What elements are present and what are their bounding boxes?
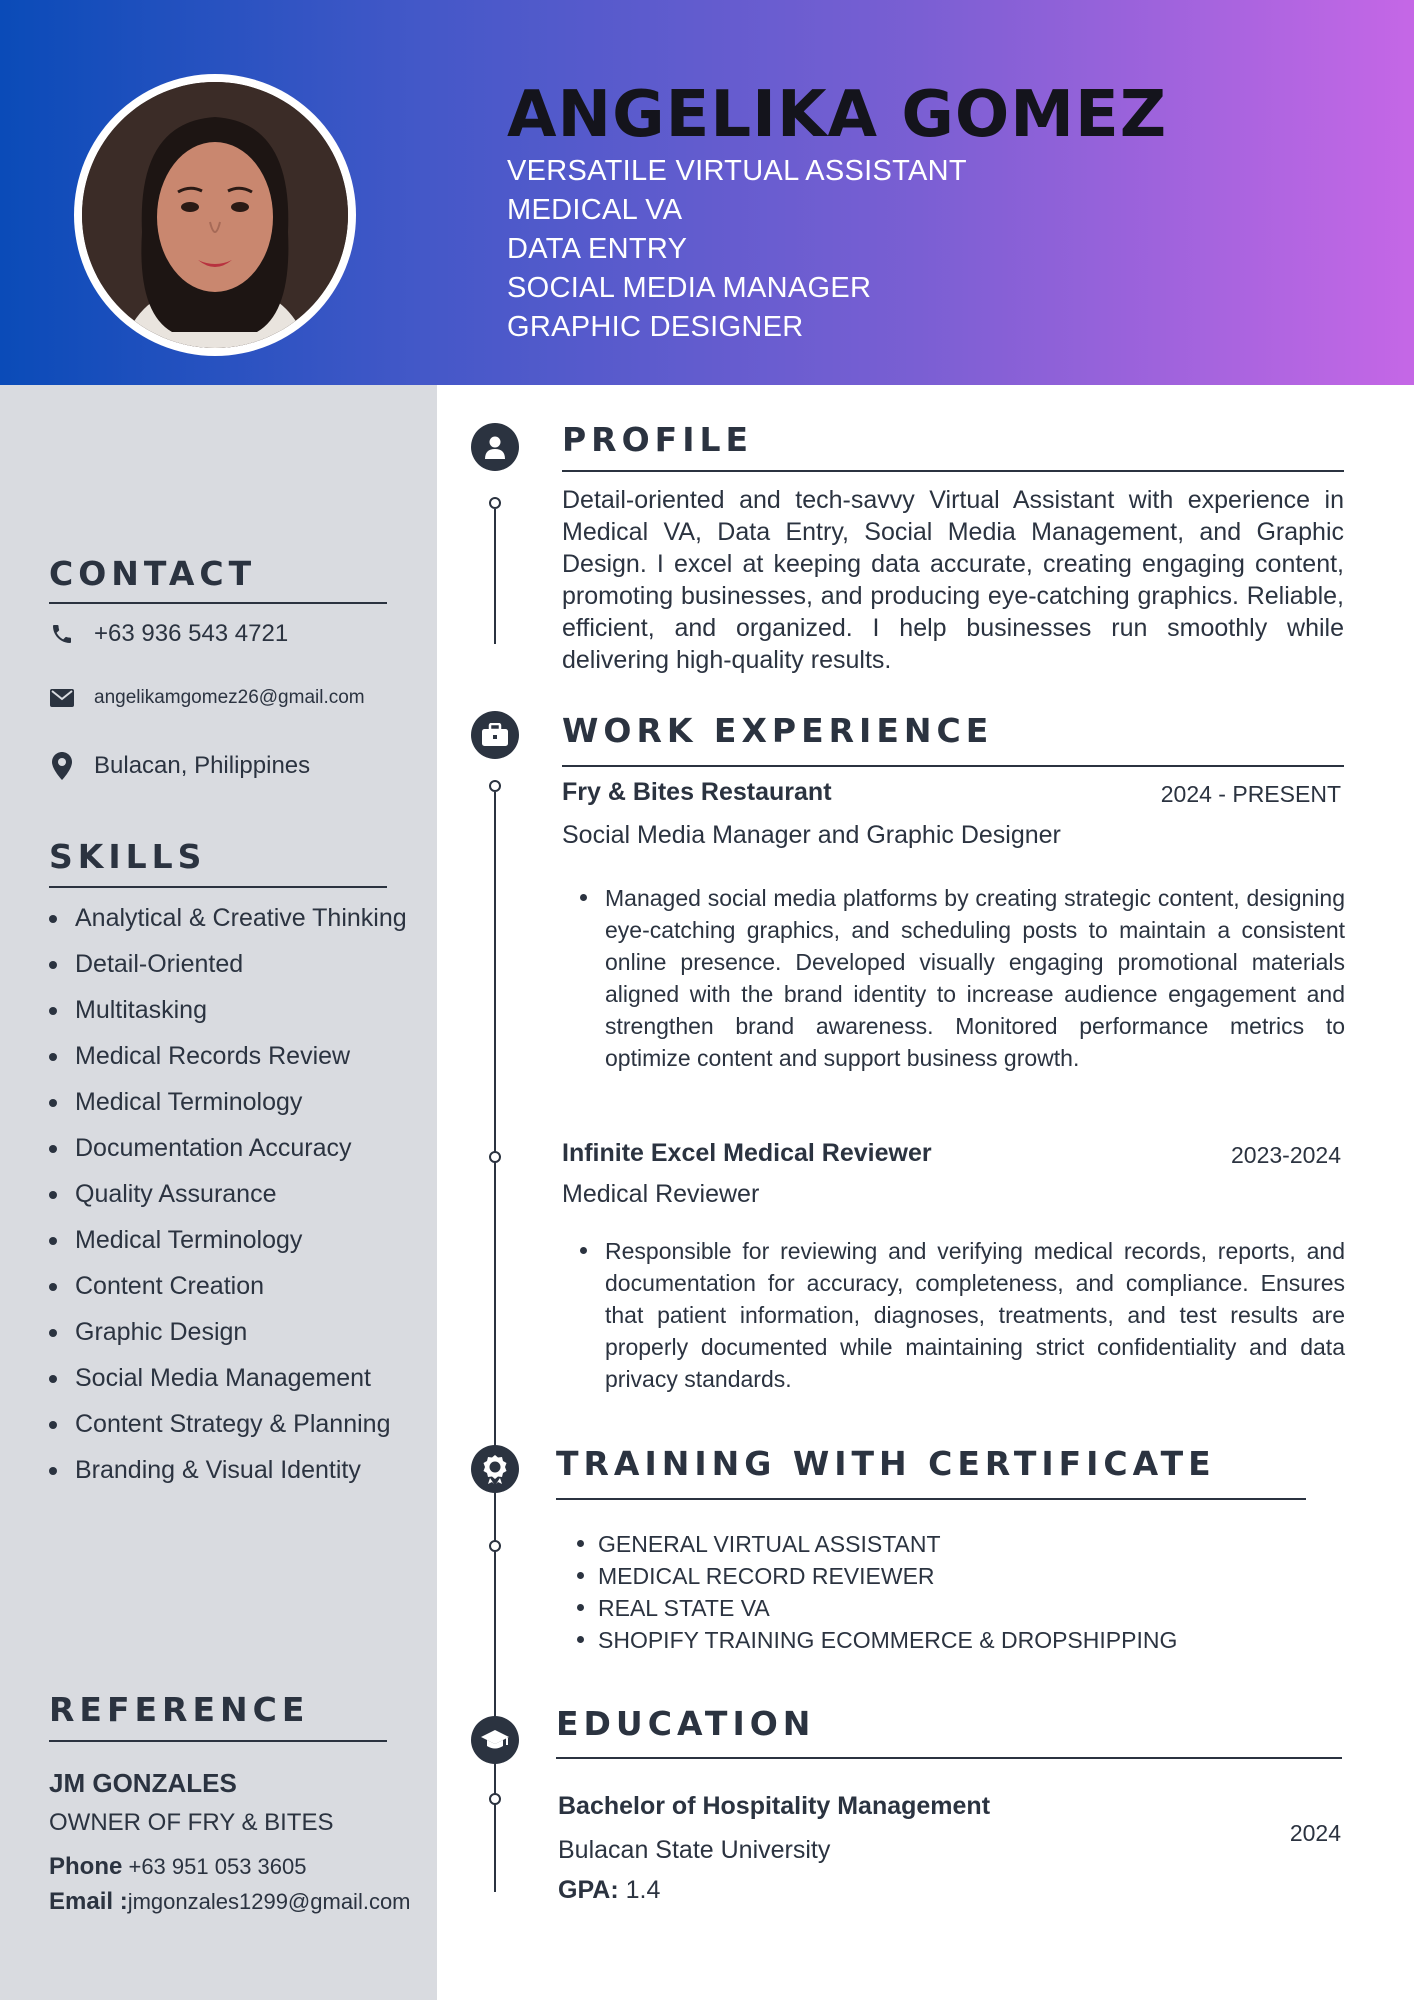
gpa-label: GPA: (558, 1876, 619, 1904)
briefcase-icon (471, 711, 519, 759)
skills-divider (49, 886, 387, 888)
job-title: MEDICAL VA (507, 194, 683, 226)
certificate-item: SHOPIFY TRAINING ECOMMERCE & DROPSHIPPING (598, 1624, 1177, 1656)
user-icon (471, 423, 519, 471)
training-heading: TRAINING WITH CERTIFICATE (556, 1444, 1216, 1483)
skill-item: Documentation Accuracy (49, 1125, 409, 1171)
skill-item: Content Strategy & Planning (49, 1401, 409, 1447)
skill-item: Medical Terminology (49, 1079, 409, 1125)
header-banner (0, 0, 1414, 385)
timeline-dot (489, 1540, 501, 1552)
skill-item: Detail-Oriented (49, 941, 409, 987)
education-heading: EDUCATION (556, 1704, 816, 1743)
skill-item: Graphic Design (49, 1309, 409, 1355)
job-titles-list (507, 152, 967, 347)
job-role: Social Media Manager and Graphic Designer (562, 821, 1061, 849)
skill-item: Branding & Visual Identity (49, 1447, 409, 1493)
profile-divider (562, 470, 1344, 472)
reference-email (49, 1888, 411, 1916)
profile-heading: PROFILE (562, 420, 754, 459)
education-degree: Bachelor of Hospitality Management (558, 1792, 991, 1820)
phone-text: +63 936 543 4721 (94, 620, 289, 647)
timeline-line (494, 1552, 496, 1629)
education-gpa (558, 1876, 660, 1905)
skills-heading: SKILLS (49, 837, 207, 876)
timeline-line (494, 1805, 496, 1890)
phone-icon (49, 621, 75, 647)
job-title: GRAPHIC DESIGNER (507, 311, 804, 343)
skill-item: Content Creation (49, 1263, 409, 1309)
education-year: 2024 (1289, 1820, 1341, 1846)
reference-phone-value: +63 951 053 3605 (128, 1854, 307, 1879)
phone-label: Phone (49, 1853, 123, 1880)
timeline-dot (489, 1151, 501, 1163)
contact-phone (49, 620, 288, 648)
certificate-item: REAL STATE VA (598, 1592, 1177, 1624)
candidate-name: ANGELIKA GOMEZ (507, 78, 1168, 152)
reference-email-value: jmgonzales1299@gmail.com (127, 1889, 411, 1914)
job-role: Medical Reviewer (562, 1180, 760, 1208)
skill-item: Analytical & Creative Thinking (49, 895, 409, 941)
email-label: Email : (49, 1888, 128, 1915)
timeline-dot (489, 497, 501, 509)
contact-heading: CONTACT (49, 554, 257, 593)
job-date: 2023-2024 (1231, 1142, 1341, 1168)
email-text: angelikamgomez26@gmail.com (94, 687, 365, 708)
reference-heading: REFERENCE (49, 1690, 310, 1729)
certificate-icon (471, 1445, 519, 1493)
certificate-item: GENERAL VIRTUAL ASSISTANT (598, 1528, 1177, 1560)
job-date: 2024 - PRESENT (1160, 781, 1341, 807)
job-title: SOCIAL MEDIA MANAGER (507, 272, 872, 304)
skill-item: Multitasking (49, 987, 409, 1033)
mail-icon (49, 685, 75, 711)
timeline-dot (489, 780, 501, 792)
education-school: Bulacan State University (558, 1836, 831, 1864)
reference-phone (49, 1853, 306, 1881)
skill-item: Medical Records Review (49, 1033, 409, 1079)
job-company: Fry & Bites Restaurant (562, 778, 832, 806)
certificate-item: MEDICAL RECORD REVIEWER (598, 1560, 1177, 1592)
skill-item: Medical Terminology (49, 1217, 409, 1263)
profile-photo (82, 82, 348, 348)
certificate-list (598, 1528, 1177, 1656)
graduation-cap-icon (471, 1716, 519, 1764)
experience-heading: WORK EXPERIENCE (562, 711, 994, 750)
contact-divider (49, 602, 387, 604)
profile-summary: Detail-oriented and tech-savvy Virtual Assistant with experience in Medical VA, Data Entry, Social Media Management, and Graphic Design. I excel at keeping data accurate, creating engaging content, promoting businesses, and producing eye-catching graphics. Reliable, efficient, and organized. I help businesses run smoothly while delivering high-quality results. (562, 486, 1344, 674)
skill-item: Social Media Management (49, 1355, 409, 1401)
location-text: Bulacan, Philippines (94, 752, 311, 779)
skill-item: Quality Assurance (49, 1171, 409, 1217)
job-title: DATA ENTRY (507, 233, 688, 265)
reference-role: OWNER OF FRY & BITES (49, 1809, 334, 1836)
job-company: Infinite Excel Medical Reviewer (562, 1139, 932, 1167)
training-divider (556, 1498, 1306, 1500)
experience-divider (562, 765, 1344, 767)
timeline-dot (489, 1793, 501, 1805)
profile-photo-frame (74, 74, 356, 356)
education-divider (556, 1757, 1342, 1759)
timeline-line (494, 509, 496, 644)
job-description: Responsible for reviewing and verifying medical records, reports, and documentation for accuracy, completeness, and compliance. Ensures that patient information, diagnoses, treatments, and test results are properly documented while maintaining strict confidentiality and data privacy standards. (605, 1235, 1345, 1395)
skills-list (49, 895, 409, 1493)
job-title: VERSATILE VIRTUAL ASSISTANT (507, 155, 967, 187)
reference-divider (49, 1740, 387, 1742)
reference-name: JM GONZALES (49, 1768, 237, 1798)
job-description: Managed social media platforms by creating strategic content, designing eye-catching graphics, and scheduling posts to maintain a consistent online presence. Developed visually engaging promotional materials aligned with the brand identity to increase audience engagement and strengthen brand awareness. Monitored performance metrics to optimize content and support business growth. (605, 882, 1345, 1074)
gpa-value: 1.4 (625, 1876, 661, 1904)
contact-location (49, 752, 310, 780)
location-pin-icon (49, 753, 75, 779)
contact-email (49, 685, 365, 711)
